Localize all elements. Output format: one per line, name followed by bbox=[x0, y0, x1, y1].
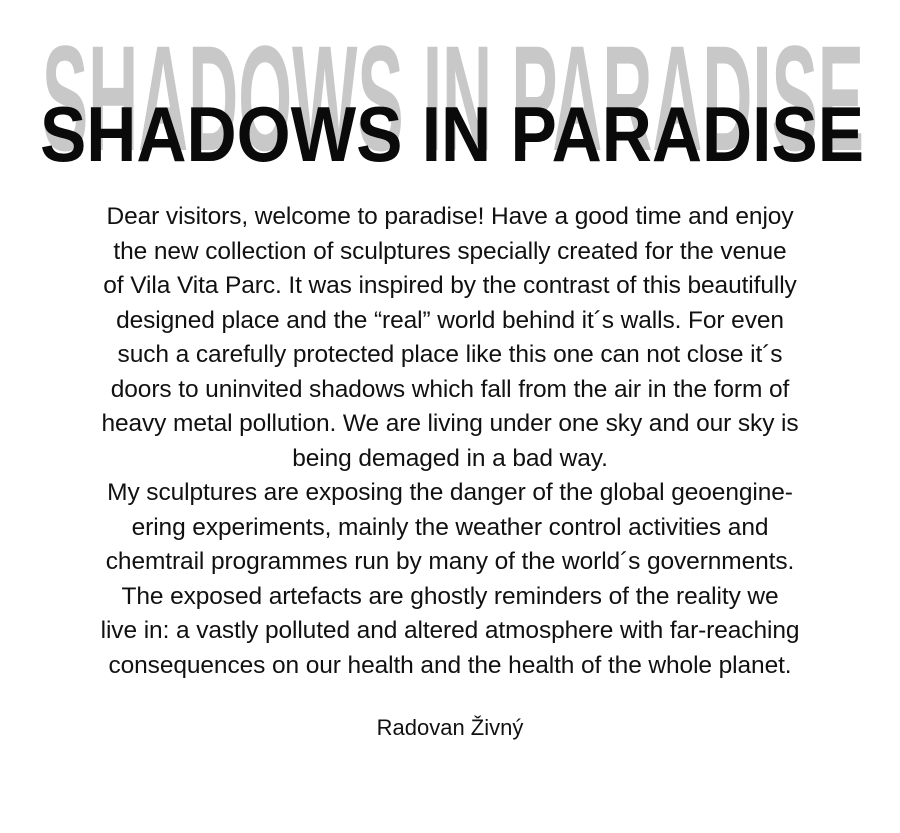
title-main-text: SHADOWS IN PARADISE bbox=[40, 90, 864, 178]
author-signature: Radovan Živný bbox=[376, 715, 524, 740]
welcome-paragraph: Dear visitors, welcome to paradise! Have a good time and enjoy the new collection of sculptures specially created for the venue of Vila Vita Parc. It was inspired by the contrast of this beautifully designed place and the “real” world behind it´s walls. For even such a carefully protected place like this one can not close it´s doors to uninvited shadows which fall from the air in the form of heavy metal pollution. We are living under one sky and our sky is being demaged in a bad way. My sculptures are exposing the danger of the global geoengine- ering experiments, mainly the weather control activities and chemtrail programmes run by many of the world´s governments. The exposed artefacts are ghostly reminders of the reality we live in: a vastly polluted and altered atmosphere with far-reaching consequences on our health and the health of the whole planet. bbox=[100, 203, 800, 679]
title-block bbox=[0, 0, 900, 190]
title-shadow-text: SHADOWS IN PARADISE bbox=[42, 14, 864, 182]
title-graphic bbox=[0, 0, 900, 190]
